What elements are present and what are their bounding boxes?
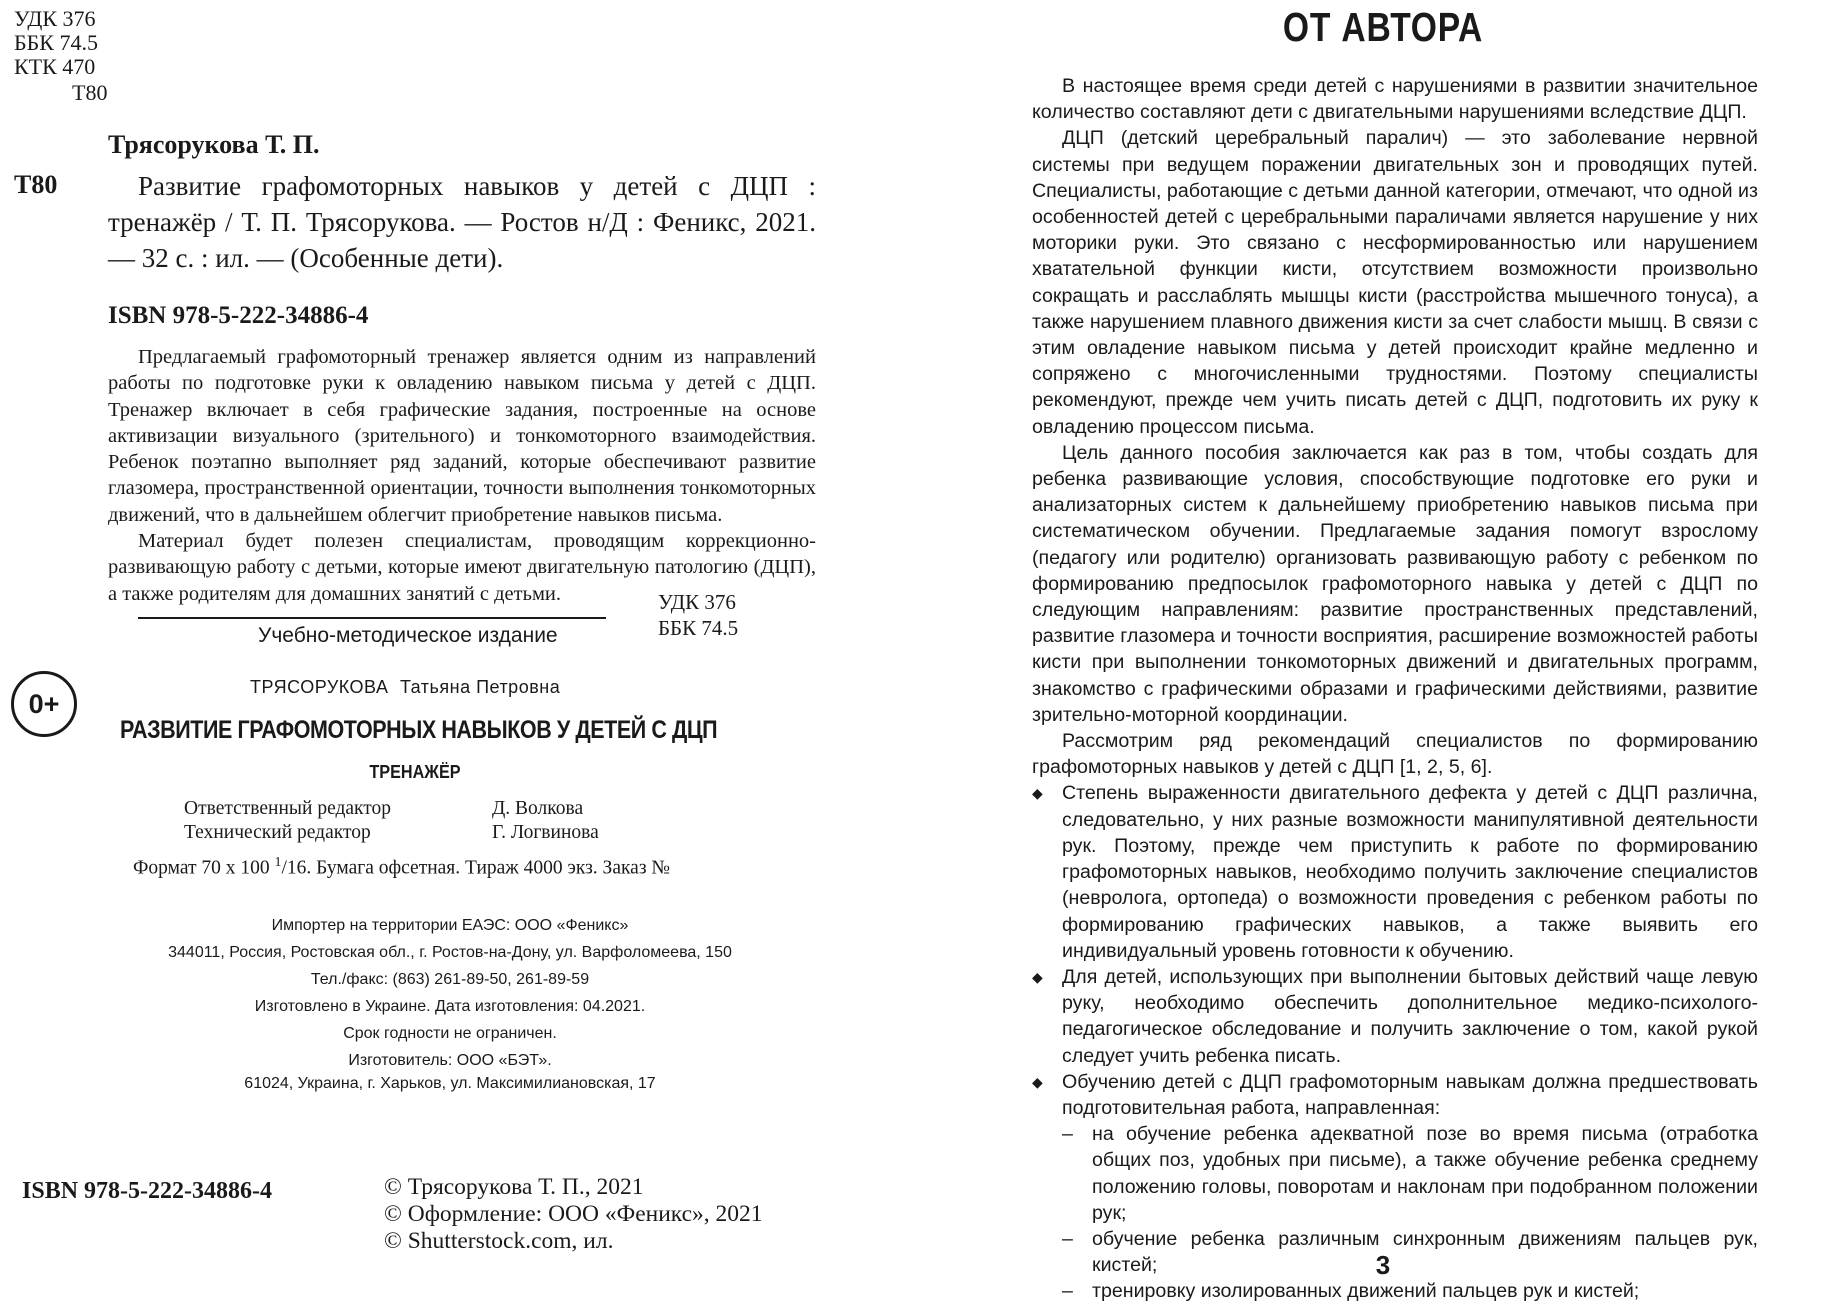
- paragraph: В настоящее время среди детей с нарушениями в развитии значительное количество составляют дети с двигательными нарушениями вследствие ДЦП.: [1032, 75, 1758, 124]
- annotation: [108, 344, 816, 607]
- list-item-text: Степень выраженности двигательного дефекта у детей с ДЦП различна, следовательно, у них разные возможности манипулятивной деятельности рук. Поэтому, прежде чем приступить к работе по формированию графомоторных навыков, необходимо получить заключение специалистов (невролога, ортопеда) о возможности проведения с ребенком работы по формированию графических навыков, а также выявить его индивидуальный уровень готовности к обучению.: [1062, 782, 1758, 962]
- bbk-code: ББК 74.5: [14, 30, 98, 55]
- book-title: РАЗВИТИЕ ГРАФОМОТОРНЫХ НАВЫКОВ У ДЕТЕЙ С ДЦП: [120, 716, 718, 744]
- udk-code-bottom: УДК 376: [658, 590, 736, 614]
- copyright-line: © Shutterstock.com, ил.: [384, 1228, 614, 1254]
- dash-bullet-icon: –: [1062, 1280, 1073, 1303]
- isbn-top: ISBN 978-5-222-34886-4: [108, 302, 369, 329]
- author-full-name: [250, 677, 560, 698]
- paragraph: Цель данного пособия заключается как раз в том, чтобы создать для ребенка развивающие условия, способствующие подготовке его руки и анализаторных систем к дальнейшему приобретению навыков письма при систематическом обучении. Предлагаемые задания помогут взрослому (педагогу или родителю) организовать развивающую работу с ребенком по формированию предпосылок графомоторного навыка у детей с ДЦП по следующим направлениям: развитие пространственных представлений, развитие глазомера и точности восприятия, расширение возможностей работы кисти при выполнении тонкомоторных движений и двигательных программ, знакомство с графическими образами и графическими действиями, развитие зрительно-моторной координации.: [1032, 441, 1758, 726]
- sub-list-item: [1032, 1278, 1758, 1304]
- paragraph: ДЦП (детский церебральный паралич) — это заболевание нервной системы при ведущем поражении двигательных зон и проводящих путей. Специалисты, работающие с детьми данной категории, отмечают, что одной из особенностей детей с церебральными параличами является нарушение у них моторики руки. Это связано с несформированностью или нарушением хватательной функции кисти, отсутствием возможности произвольно сокращать и расслаблять мышцы кисти (расстройства мышечного тонуса), а также нарушением плавного движения кисти за счет слабости мышц. В связи с этим овладение навыком письма у детей происходит крайне медленно и сопряжено с многочисленными трудностями. Поэтому специалисты рекомендуют, прежде чем учить писать детей с ДЦП, подготовить их руку к овладению процессом письма.: [1032, 127, 1758, 438]
- phone-fax: Тел./факс: (863) 261-89-50, 261-89-59: [310, 971, 590, 988]
- book-subtitle: ТРЕНАЖЁР: [369, 762, 461, 782]
- list-item-text: Обучению детей с ДЦП графомоторным навыкам должна предшествовать подготовительная работа, направленная:: [1062, 1070, 1758, 1119]
- list-item-text: Для детей, использующих при выполнении бытовых действий чаще левую руку, необходимо обеспечить дополнительное медико-психолого-педагогическое обследование и получить заключение о том, какой рукой следует учить ребенка писать.: [1062, 965, 1758, 1067]
- copyright-block: [384, 1174, 763, 1255]
- editor-name: Д. Волкова: [492, 798, 584, 819]
- diamond-bullet-icon: ◆: [1032, 1073, 1043, 1090]
- editor-role: Технический редактор: [184, 822, 371, 843]
- list-item: [1032, 964, 1758, 1069]
- author-surname: ТРЯСОРУКОВА: [250, 677, 389, 697]
- sub-list-item-text: на обучение ребенка адекватной позе во время письма (отработка общих поз, удобных при письме), а также обучение ребенка среднему положению головы, поворотам и наклонам при подобранном положении рук;: [1092, 1123, 1758, 1224]
- age-rating-badge: 0+: [11, 671, 77, 737]
- editor-role: Ответственный редактор: [184, 798, 392, 819]
- list-item: [1032, 1069, 1758, 1121]
- author-mark-side: Т80: [14, 170, 58, 199]
- list-item: [1032, 780, 1758, 963]
- paragraph: Рассмотрим ряд рекомендаций специалистов по формированию графомоторных навыков у детей с ДЦП [1, 2, 5, 6].: [1032, 730, 1758, 779]
- format-superscript: 1: [274, 855, 282, 870]
- print-format-line: [133, 855, 670, 880]
- ktk-code: КТК 470: [14, 54, 96, 79]
- diamond-bullet-icon: ◆: [1032, 785, 1043, 802]
- editor-names: [492, 797, 599, 845]
- manufacturer-address: 61024, Украина, г. Харьков, ул. Максимилиановская, 17: [244, 1075, 656, 1092]
- sub-list-item-text: тренировку изолированных движений пальцев рук и кистей;: [1092, 1280, 1640, 1303]
- copyright-line: © Трясорукова Т. П., 2021: [384, 1174, 644, 1200]
- editor-name: Г. Логвинова: [492, 822, 599, 843]
- bbk-code-bottom: ББК 74.5: [658, 616, 739, 640]
- page-number: 3: [1375, 1250, 1391, 1280]
- diamond-bullet-icon: ◆: [1032, 968, 1043, 985]
- author-given-names: Татьяна Петровна: [399, 677, 561, 697]
- annotation-paragraph: Материал будет полезен специалистам, проводящим коррекционно-развивающую работу с детьми, которые имеют двигательную патологию (ДЦП), а также родителям для домашних занятий с детьми.: [108, 530, 816, 605]
- author-mark: Т80: [72, 80, 108, 105]
- bibliographic-record-text: Развитие графомоторных навыков у детей с ДЦП : тренажёр / Т. П. Трясорукова. — Ростов н/Д : Феникс, 2021. — 32 с. : ил. — (Особенные дети).: [108, 171, 816, 273]
- copyright-line: © Оформление: ООО «Феникс», 2021: [384, 1201, 763, 1227]
- udk-code: УДК 376: [14, 6, 96, 31]
- isbn-bottom: ISBN 978-5-222-34886-4: [22, 1178, 272, 1204]
- dash-bullet-icon: –: [1062, 1123, 1073, 1146]
- editor-roles: [184, 797, 391, 845]
- importer-line: Импортер на территории ЕАЭС: ООО «Феникс»: [271, 917, 629, 934]
- bibliographic-record: [108, 168, 816, 276]
- page-title: ОТ АВТОРА: [1282, 4, 1484, 50]
- edition-type: Учебно-методическое издание: [258, 624, 558, 647]
- manufacture-info: Изготовлено в Украине. Дата изготовления: 04.2021.: [254, 998, 646, 1015]
- annotation-paragraph: Предлагаемый графомоторный тренажер является одним из направлений работы по подготовке руки к овладению навыком письма у детей с ДЦП. Тренажер включает в себя графические задания, построенные на основе активизации визуального (зрительного) и тонкомоторного взаимодействия. Ребенок поэтапно выполняет ряд заданий, которые обеспечивают развитие глазомера, пространственной ориентации, точности выполнения тонкомоторных движений, что в дальнейшем облегчит приобретение навыков письма.: [108, 346, 816, 526]
- shelf-life: Срок годности не ограничен.: [343, 1025, 557, 1042]
- author-text: [1032, 73, 1758, 1305]
- right-page: [922, 0, 1844, 1303]
- author-heading: Трясорукова Т. П.: [108, 130, 320, 159]
- sub-list-item-text: обучение ребенка различным синхронным движениям пальцев рук, кистей;: [1092, 1227, 1758, 1277]
- divider-line: [138, 617, 606, 619]
- format-text: Формат 70 x 100: [133, 857, 275, 879]
- manufacturer: Изготовитель: ООО «БЭТ».: [348, 1052, 552, 1069]
- format-text-rest: /16. Бумага офсетная. Тираж 4000 экз. Заказ №: [281, 857, 670, 879]
- sub-list-item: [1032, 1121, 1758, 1226]
- importer-address: 344011, Россия, Ростовская обл., г. Ростов-на-Дону, ул. Варфоломеева, 150: [168, 944, 732, 961]
- dash-bullet-icon: –: [1062, 1227, 1073, 1250]
- left-page: [0, 0, 922, 1284]
